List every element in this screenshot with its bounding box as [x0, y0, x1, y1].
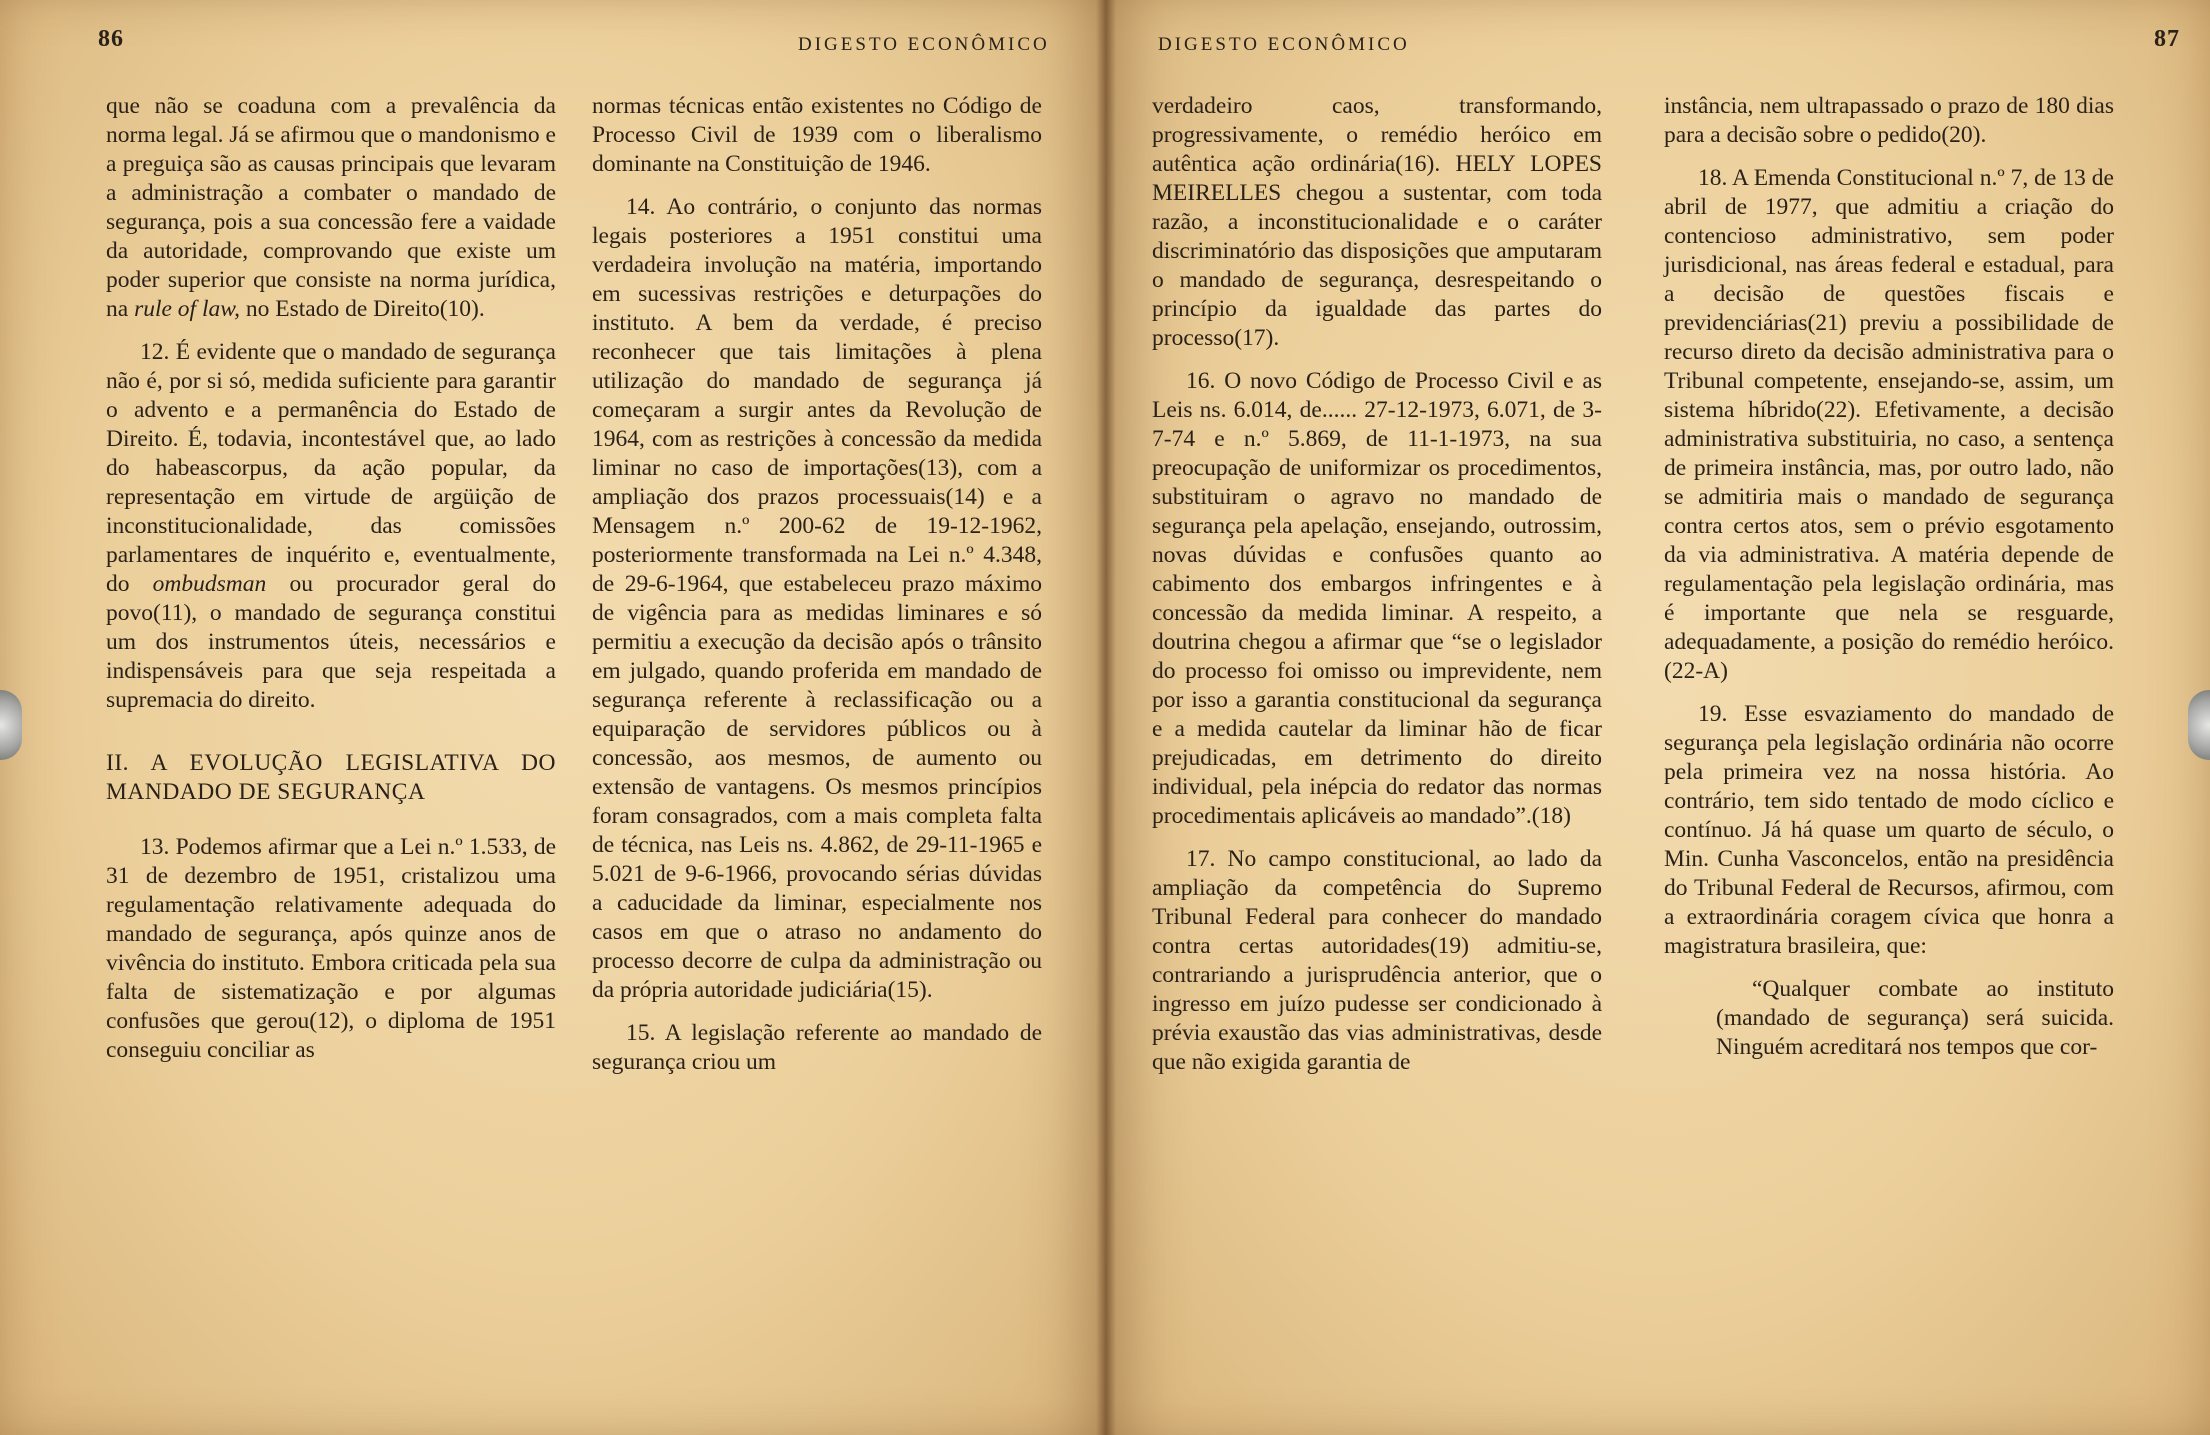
paragraph-18: 18. A Emenda Constitucional n.º 7, de 13 de abril de 1977, que admitiu a criação do contencioso administrativo, sem poder jurisdicional, nas áreas federal e estadual, para a decisão de questões fiscais e previdenciárias(21) previu a possibilidade de recurso direto da decisão administrativa para o Tribunal competente, ensejando-se, assim, um sistema híbrido(22). Efetivamente, a decisão administrativa substituiria, no caso, a sentença de primeira instância, mas, por outro lado, não se admitiria mais o mandado de segurança contra certos atos, sem o prévio esgotamento da via administrativa. A matéria depende de regulamentação pela legislação ordinária, mas é importante que nela se resguarde, adequadamente, a posição do remédio heróico.(22-A)	[1664, 165, 2114, 684]
right-page	[1106, 0, 2210, 1435]
paragraph: que não se coaduna com a prevalência da norma legal. Já se afirmou que o mandonismo e a preguiça são as causas principais que levaram a administração a combater o mandado de segurança, pois a sua concessão fere a vaidade da autoridade, comprovando que existe um poder superior que consiste na norma jurídica, na rule of law, no Estado de Direito(10).	[106, 93, 556, 322]
block-quote: “Qualquer combate ao instituto (mandado de segurança) será suicida. Ninguém acreditará nos tempos que cor-	[1716, 976, 2114, 1060]
right-column-2	[1664, 92, 2114, 1076]
paragraph-17: 17. No campo constitucional, ao lado da ampliação da competência do Supremo Tribunal Federal para conhecer do mandado contra certas autoridades(19) admitiu-se, contrariando a jurisprudência anterior, que o ingresso em juízo pudesse ser condicionado à prévia exaustão das vias administrativas, desde que não exigida garantia de	[1152, 846, 1602, 1075]
paragraph-13: 13. Podemos afirmar que a Lei n.º 1.533, de 31 de dezembro de 1951, cristalizou uma regulamentação relativamente adequada do mandado de segurança, após quinze anos de vivência do instituto. Embora criticada pela sua falta de sistematização e por algumas confusões que gerou(12), o diploma de 1951 conseguiu conciliar as	[106, 834, 556, 1063]
paragraph-15: 15. A legislação referente ao mandado de segurança criou um	[592, 1020, 1042, 1075]
paragraph-12: 12. É evidente que o mandado de segurança não é, por si só, medida suficiente para garantir o advento e a permanência do Estado de Direito. É, todavia, incontestável que, ao lado do habeascorpus, da ação popular, da representação em virtude de argüição de inconstitucionalidade, das comissões parlamentares de inquérito e, eventualmente, do ombudsman ou procurador geral do povo(11), o mandado de segurança constitui um dos instrumentos úteis, necessários e indispensáveis para que seja respeitada a supremacia do direito.	[106, 339, 556, 713]
paragraph: verdadeiro caos, transformando, progressivamente, o remédio heróico em autêntica ação ordinária(16). HELY LOPES MEIRELLES chegou a sustentar, com toda razão, a inconstitucionalidade e o caráter discriminatório das disposições que amputaram o mandado de segurança, desrespeitando o princípio da igualdade das partes do processo(17).	[1152, 93, 1602, 351]
right-column-1	[1152, 92, 1602, 1091]
left-column-2	[592, 92, 1042, 1091]
section-heading: II. A EVOLUÇÃO LEGISLATIVA DO MANDADO DE SEGURANÇA	[106, 750, 556, 805]
emphasis: rule of law,	[134, 296, 241, 322]
emphasis: ombudsman	[152, 571, 267, 597]
book-gutter	[1096, 0, 1116, 1435]
binding-clip-icon	[0, 690, 22, 760]
running-header: DIGESTO ECONÔMICO	[1158, 34, 1410, 55]
paragraph-14: 14. Ao contrário, o conjunto das normas legais posteriores a 1951 constitui uma verdadeira involução na matéria, importando em sucessivas restrições e deturpações do instituto. A bem da verdade, é preciso reconhecer que tais limitações à plena utilização do mandado de segurança já começaram a surgir antes da Revolução de 1964, com as restrições à concessão da medida liminar no caso de importações(13), com a ampliação dos prazos processuais(14) e a Mensagem n.º 200-62 de 19-12-1962, posteriormente transformada na Lei n.º 4.348, de 29-6-1964, que estabeleceu prazo máximo de vigência para as medidas liminares e só permitiu a execução da decisão após o trânsito em julgado, quando proferida em mandado de segurança referente à reclassificação ou a equiparação de servidores públicos ou à concessão, aos mesmos, de aumento ou extensão de vantagens. Os mesmos princípios foram consagrados, com a mais completa falta de técnica, nas Leis ns. 4.862, de 29-11-1965 e 5.021 de 9-6-1966, provocando sérias dúvidas a caducidade da liminar, especialmente nos casos em que o atraso no andamento do processo decorre de culpa da administração ou da própria autoridade judiciária(15).	[592, 194, 1042, 1003]
running-header: DIGESTO ECONÔMICO	[798, 34, 1050, 55]
paragraph: normas técnicas então existentes no Código de Processo Civil de 1939 com o liberalismo dominante na Constituição de 1946.	[592, 93, 1042, 177]
binding-clip-icon	[2188, 690, 2210, 760]
page-number: 86	[98, 26, 124, 52]
left-column-1	[106, 92, 556, 1079]
paragraph-19: 19. Esse esvaziamento do mandado de segurança pela legislação ordinária não ocorre pela primeira vez na nossa história. Ao contrário, tem sido tentado de modo cíclico e contínuo. Já há quase um quarto de século, o Min. Cunha Vasconcelos, então na presidência do Tribunal Federal de Recursos, afirmou, com a extraordinária coragem cívica que honra a magistratura brasileira, que:	[1664, 701, 2114, 959]
page-number: 87	[2154, 26, 2180, 52]
paragraph-16: 16. O novo Código de Processo Civil e as Leis ns. 6.014, de...... 27-12-1973, 6.071, de 3-7-74 e n.º 5.869, de 11-1-1973, na sua preocupação de uniformizar os procedimentos, substituiram o agravo no mandado de segurança pela apelação, ensejando, outrossim, novas dúvidas e confusões quanto ao cabimento dos embargos infringentes e à concessão da medida liminar. A respeito, a doutrina chegou a afirmar que “se o legislador do processo foi omisso ou imprevidente, nem por isso a garantia constitucional da segurança e a medida cautelar da liminar hão de ficar prejudicadas, em detrimento do direito individual, pela inépcia do redator das normas procedimentais aplicáveis ao mandado”.(18)	[1152, 368, 1602, 829]
paragraph: instância, nem ultrapassado o prazo de 180 dias para a decisão sobre o pedido(20).	[1664, 93, 2114, 148]
